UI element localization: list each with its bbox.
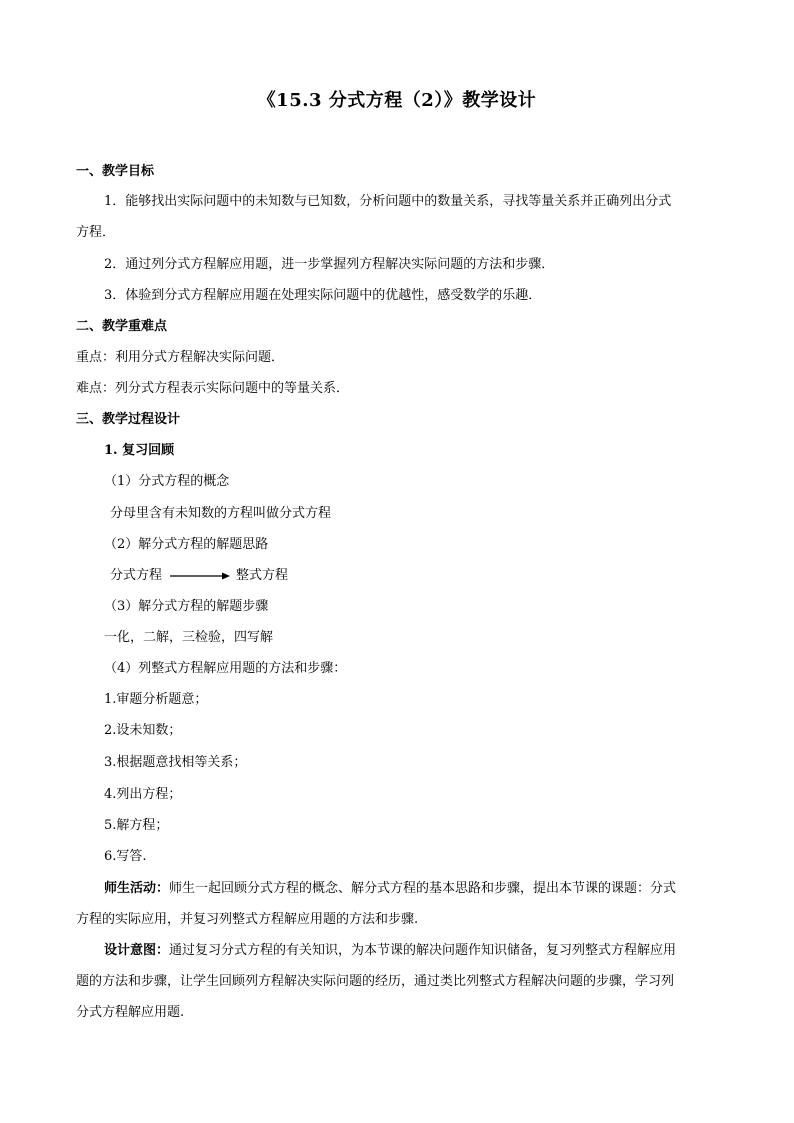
review-item-2: （2）解分式方程的解题思路 bbox=[104, 537, 269, 552]
review-item-1-text: 分母里含有未知数的方程叫做分式方程 bbox=[110, 506, 332, 521]
difficult-point: 难点：列分式方程表示实际问题中的等量关系． bbox=[76, 381, 350, 396]
review-item-3: （3）解分式方程的解题步骤 bbox=[104, 599, 269, 614]
key-point: 重点：利用分式方程解决实际问题． bbox=[76, 350, 285, 365]
step-item: 4.列出方程； bbox=[104, 787, 182, 802]
step-item: 6.写答. bbox=[104, 849, 147, 864]
section-heading-goals: 一、教学目标 bbox=[76, 164, 155, 179]
intent-label: 设计意图： bbox=[104, 943, 170, 958]
intent-line-3: 分式方程解应用题. bbox=[76, 1005, 185, 1020]
activity-line-1 bbox=[104, 880, 676, 898]
flow-to-label: 整式方程 bbox=[236, 568, 289, 583]
subheading-review: 1. 复习回顾 bbox=[104, 443, 175, 458]
step-item: 5.解方程； bbox=[104, 818, 169, 833]
intent-text: 通过复习分式方程的有关知识，为本节课的解决问题作知识储备，复习列整式方程解应用 bbox=[169, 943, 677, 958]
section-heading-key-points: 二、教学重难点 bbox=[76, 319, 168, 334]
flow-from-label: 分式方程 bbox=[110, 568, 163, 583]
document-title: 《15.3 分式方程（2）》教学设计 bbox=[257, 90, 537, 111]
section-heading-process: 三、教学过程设计 bbox=[76, 412, 181, 427]
review-item-4: （4）列整式方程解应用题的方法和步骤： bbox=[104, 661, 347, 676]
right-arrow-icon bbox=[170, 571, 230, 581]
goal-1-line-1: 1．能够找出实际问题中的未知数与已知数，分析问题中的数量关系，寻找等量关系并正确列出分式 bbox=[104, 194, 672, 209]
activity-label: 师生活动： bbox=[104, 881, 170, 896]
goal-3: 3．体验到分式方程解应用题在处理实际问题中的优越性，感受数学的乐趣． bbox=[104, 288, 542, 303]
flow-diagram bbox=[110, 567, 288, 585]
intent-line-2: 题的方法和步骤，让学生回顾列方程解决实际问题的经历，通过类比列整式方程解决问题的步骤，学习列 bbox=[76, 974, 675, 989]
step-item: 2.设未知数； bbox=[104, 723, 182, 738]
step-item: 3.根据题意找相等关系； bbox=[104, 755, 247, 770]
goal-2: 2．通过列分式方程解应用题，进一步掌握列方程解决实际问题的方法和步骤． bbox=[104, 257, 555, 272]
review-item-3-text: 一化，二解，三检验，四写解 bbox=[104, 630, 274, 645]
step-item: 1.审题分析题意； bbox=[104, 692, 208, 707]
goal-1-line-2: 方程． bbox=[76, 225, 116, 240]
intent-line-1 bbox=[104, 942, 676, 960]
activity-line-2: 方程的实际应用，并复习列整式方程解应用题的方法和步骤. bbox=[76, 912, 419, 927]
activity-text: 师生一起回顾分式方程的概念、解分式方程的基本思路和步骤，提出本节课的课题：分式 bbox=[169, 881, 677, 896]
review-item-1: （1）分式方程的概念 bbox=[104, 474, 230, 489]
